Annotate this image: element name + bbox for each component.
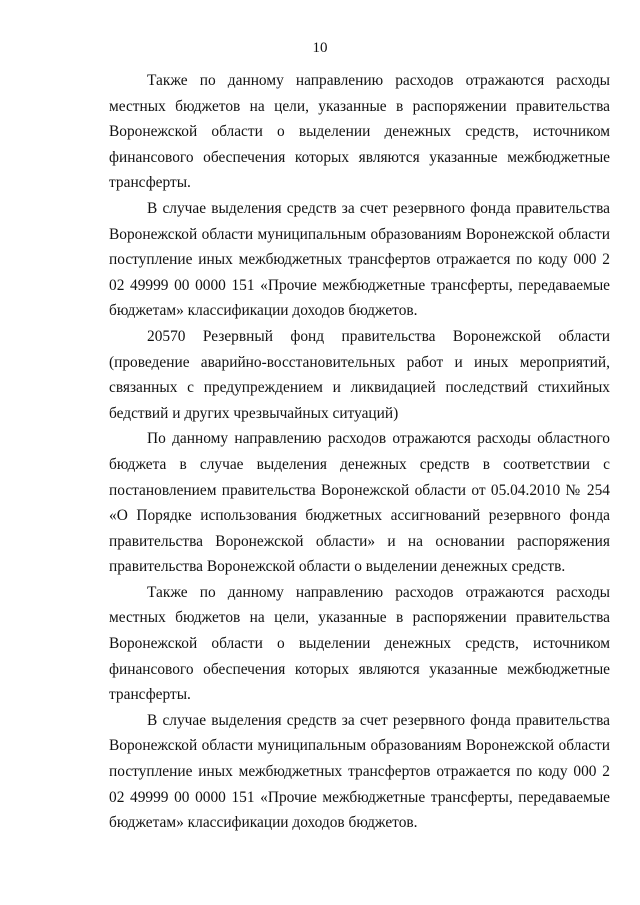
paragraph-reserve-fund-transfers-code: В случае выделения средств за счет резервного фонда правительства Воронежской области муниципальным образованиям Воронежской области поступление иных межбюджетных трансфертов отражается по коду 000 2 02 49999 00 0000 151 «Прочие межбюджетные трансферты, передаваемые бюджетам» классификации доходов бюджетов. (109, 199, 610, 320)
document-body (109, 68, 610, 836)
paragraph-local-budgets-expenses: Также по данному направлению расходов отражаются расходы местных бюджетов на цели, указанные в распоряжении правительства Воронежской области о выделении денежных средств, источником финансового обеспечения которых являются указанные межбюджетные трансферты. (109, 72, 610, 192)
paragraph-reserve-fund-transfers-code-repeat: В случае выделения средств за счет резервного фонда правительства Воронежской области муниципальным образованиям Воронежской области поступление иных межбюджетных трансфертов отражается по коду 000 2 02 49999 00 0000 151 «Прочие межбюджетные трансферты, передаваемые бюджетам» классификации доходов бюджетов. (109, 711, 610, 832)
paragraph-local-budgets-expenses-repeat: Также по данному направлению расходов отражаются расходы местных бюджетов на цели, указанные в распоряжении правительства Воронежской области о выделении денежных средств, источником финансового обеспечения которых являются указанные межбюджетные трансферты. (109, 583, 610, 704)
page-number: 10 (312, 40, 328, 56)
paragraph-regional-budget-expenses: По данному направлению расходов отражаются расходы областного бюджета в случае выделения денежных средств в соответствии с постановлением правительства Воронежской области от 05.04.2010 № 254 «О Порядке использования бюджетных ассигнований резервного фонда правительства Воронежской области» и на основании распоряжения правительства Воронежской области о выделении денежных средств. (109, 430, 610, 576)
paragraph-expense-code-20570-heading: 20570 Резервный фонд правительства Воронежской области (проведение аварийно-восстановительных работ и иных мероприятий, связанных с предупреждением и ликвидацией последствий стихийных бедствий и других чрезвычайных ситуаций) (109, 327, 610, 422)
